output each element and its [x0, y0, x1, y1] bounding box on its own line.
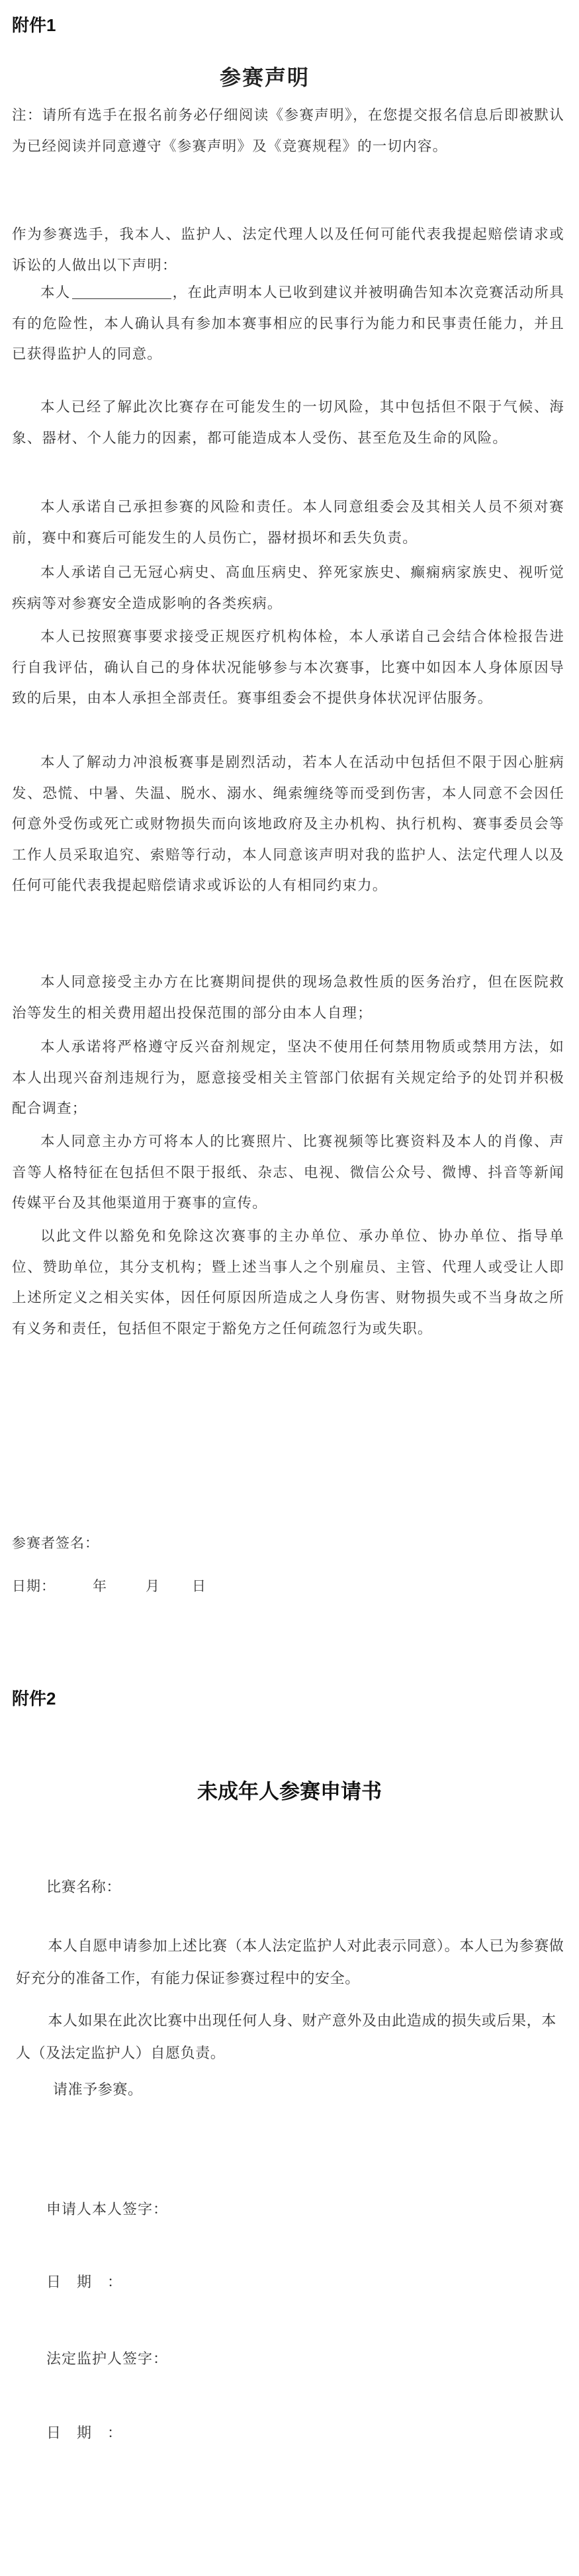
- application-paragraph-1: 本人自愿申请参加上述比赛（本人法定监护人对此表示同意）。本人已为参赛做好充分的准备工作，有能力保证参赛过程中的安全。: [16, 1938, 564, 1987]
- declaration-paragraph-2: 本人已经了解此次比赛存在可能发生的一切风险，其中包括但不限于气候、海象、器材、个人能力的因素，都可能造成本人受伤、甚至危及生命的风险。: [12, 399, 564, 447]
- date-year: 年: [93, 1578, 107, 1594]
- applicant-signature-label: 申请人本人签字：: [46, 2201, 169, 2218]
- paragraph-1-prefix: 本人: [40, 285, 71, 301]
- application-paragraph-2: 本人如果在此次比赛中出现任何人身、财产意外及由此造成的损失或后果，本人（及法定监护人）自愿负责。: [16, 2013, 557, 2062]
- match-name-label: 比赛名称：: [46, 1879, 122, 1896]
- date-month: 月: [146, 1578, 160, 1594]
- declaration-paragraph-4: 本人承诺自己无冠心病史、高血压病史、猝死家族史、癫痫病家族史、视听觉疾病等对参赛安全造成影响的各类疾病。: [12, 564, 564, 612]
- declaration-paragraph-3: 本人承诺自己承担参赛的风险和责任。本人同意组委会及其相关人员不须对赛前，赛中和赛后可能发生的人员伤亡，器材损坏和丢失负责。: [12, 499, 564, 547]
- attachment-2-label: 附件2: [12, 1689, 56, 1709]
- declaration-paragraph-8: 本人承诺将严格遵守反兴奋剂规定，坚决不使用任何禁用物质或禁用方法，如本人出现兴奋剂违规行为，愿意接受相关主管部门依据有关规定给予的处罚并积极配合调查；: [12, 1039, 564, 1117]
- date-day: 日: [192, 1578, 206, 1594]
- note-paragraph: 注：请所有选手在报名前务必仔细阅读《参赛声明》，在您提交报名信息后即被默认为已经阅读并同意遵守《参赛声明》及《竞赛规程》的一切内容。: [12, 107, 564, 155]
- application-paragraph-3: 请准予参赛。: [53, 2082, 143, 2098]
- name-blank-line: [72, 285, 171, 300]
- minor-application-title: 未成年人参赛申请书: [197, 1780, 382, 1803]
- applicant-date-label: 日 期 ：: [46, 2274, 123, 2291]
- guardian-date-label: 日 期 ：: [46, 2425, 123, 2442]
- guardian-signature-label: 法定监护人签字：: [46, 2351, 169, 2368]
- date-label: 日期：: [12, 1578, 56, 1594]
- declaration-title: 参赛声明: [219, 65, 310, 90]
- declaration-paragraph-10: 以此文件以豁免和免除这次赛事的主办单位、承办单位、协办单位、指导单位、赞助单位，其分支机构；暨上述当事人之个别雇员、主管、代理人或受让人即上述所定义之相关实体，因任何原因所造成之人身伤害、财物损失或不当身故之所有义务和责任，包括但不限定于豁免方之任何疏忽行为或失职。: [12, 1228, 564, 1337]
- declaration-paragraph-5: 本人已按照赛事要求接受正规医疗机构体检，本人承诺自己会结合体检报告进行自我评估，确认自己的身体状况能够参与本次赛事，比赛中如因本人身体原因导致的后果，由本人承担全部责任。赛事组委会不提供身体状况评估服务。: [12, 629, 564, 707]
- intro-paragraph: 作为参赛选手，我本人、监护人、法定代理人以及任何可能代表我提起赔偿请求或诉讼的人做出以下声明：: [12, 226, 564, 274]
- declaration-paragraph-9: 本人同意主办方可将本人的比赛照片、比赛视频等比赛资料及本人的肖像、声音等人格特征在包括但不限于报纸、杂志、电视、微信公众号、微博、抖音等新闻传媒平台及其他渠道用于赛事的宣传。: [12, 1133, 564, 1212]
- signature-date-row: [12, 1573, 206, 1599]
- paragraph-1-suffix: ，在此声明本人已收到建议并被明确告知本次竞赛活动所具有的危险性，本人确认具有参加本赛事相应的民事行为能力和民事责任能力，并且已获得监护人的同意。: [12, 285, 565, 363]
- declaration-paragraph-1: [12, 278, 564, 371]
- declaration-paragraph-7: 本人同意接受主办方在比赛期间提供的现场急救性质的医务治疗，但在医院救治等发生的相关费用超出投保范围的部分由本人自理；: [12, 974, 564, 1022]
- signer-label: 参赛者签名：: [12, 1535, 99, 1551]
- declaration-paragraph-6: 本人了解动力冲浪板赛事是剧烈活动，若本人在活动中包括但不限于因心脏病发、恐慌、中暑、失温、脱水、溺水、绳索缠绕等而受到伤害，本人同意不会因任何意外受伤或死亡或财物损失而向该地政府及主办机构、执行机构、赛事委员会等工作人员采取追究、索赔等行动，本人同意该声明对我的监护人、法定代理人以及任何可能代表我提起赔偿请求或诉讼的人有相同约束力。: [12, 754, 564, 894]
- attachment-1-label: 附件1: [12, 15, 56, 35]
